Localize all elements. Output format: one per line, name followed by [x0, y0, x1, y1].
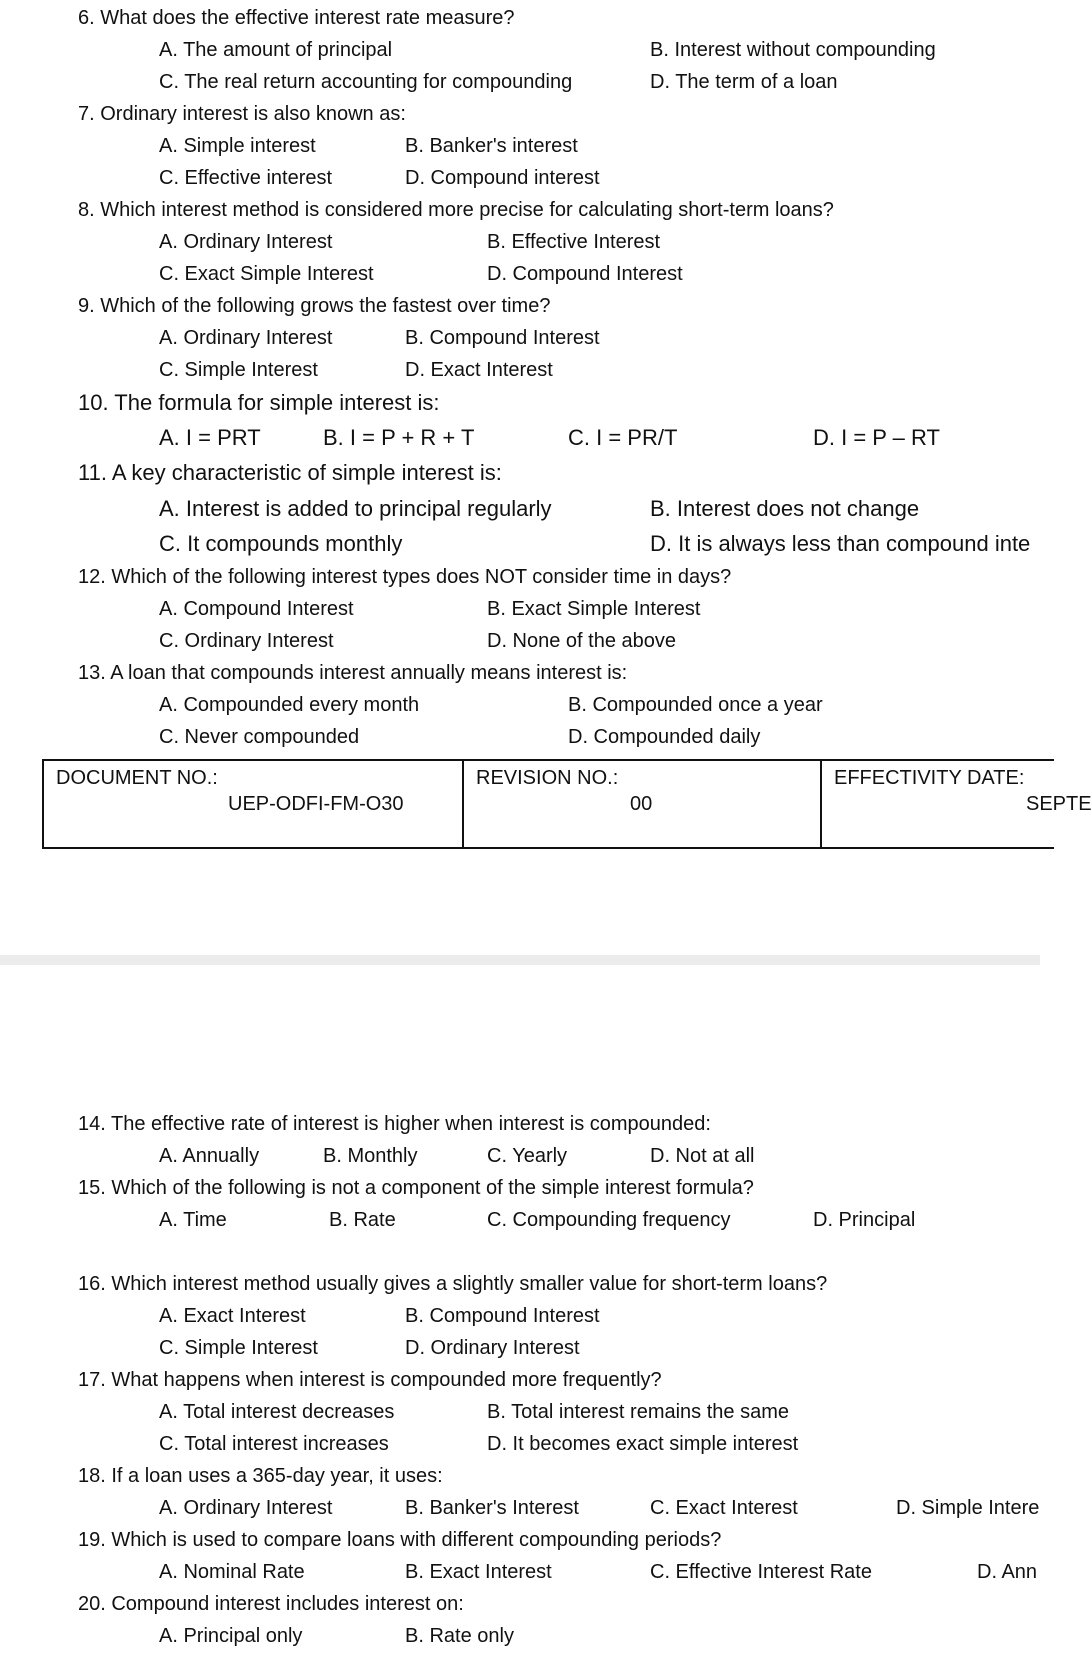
option-18d: D. Simple Intere: [896, 1497, 1040, 1519]
question-8: 8. Which interest method is considered more precise for calculating short-term loans?: [78, 199, 834, 221]
option-17b: B. Total interest remains the same: [487, 1401, 789, 1423]
document-number-cell: [44, 761, 464, 847]
option-8c: C. Exact Simple Interest: [159, 263, 374, 285]
question-9: 9. Which of the following grows the fastest over time?: [78, 295, 551, 317]
option-19c: C. Effective Interest Rate: [650, 1561, 872, 1583]
option-20b: B. Rate only: [405, 1625, 514, 1647]
document-control-table: [42, 759, 1092, 849]
option-17d: D. It becomes exact simple interest: [487, 1433, 799, 1455]
option-8a: A. Ordinary Interest: [159, 231, 333, 253]
option-8d: D. Compound Interest: [487, 263, 683, 285]
option-16d: D. Ordinary Interest: [405, 1337, 580, 1359]
effectivity-date-value: SEPTE: [1026, 793, 1092, 815]
option-7d: D. Compound interest: [405, 167, 600, 189]
option-19b: B. Exact Interest: [405, 1561, 552, 1583]
option-18b: B. Banker's Interest: [405, 1497, 579, 1519]
option-11b: B. Interest does not change: [650, 496, 920, 521]
question-13: 13. A loan that compounds interest annually means interest is:: [78, 662, 628, 684]
option-10a: A. I = PRT: [159, 425, 261, 450]
option-14a: A. Annually: [159, 1145, 260, 1167]
option-12a: A. Compound Interest: [159, 598, 354, 620]
option-16c: C. Simple Interest: [159, 1337, 318, 1359]
question-18: 18. If a loan uses a 365-day year, it uses:: [78, 1465, 443, 1487]
revision-number-label: REVISION NO.:: [476, 767, 619, 789]
option-6b: B. Interest without compounding: [650, 39, 936, 61]
option-7b: B. Banker's interest: [405, 135, 578, 157]
option-19d: D. Ann: [977, 1561, 1038, 1583]
option-14d: D. Not at all: [650, 1145, 755, 1167]
question-12: 12. Which of the following interest types does NOT consider time in days?: [78, 566, 732, 588]
option-16a: A. Exact Interest: [159, 1305, 306, 1327]
question-7: 7. Ordinary interest is also known as:: [78, 103, 406, 125]
option-10c: C. I = PR/T: [568, 425, 678, 450]
question-16: 16. Which interest method usually gives a slightly smaller value for short-term loans?: [78, 1273, 828, 1295]
option-11c: C. It compounds monthly: [159, 531, 403, 556]
option-10b: B. I = P + R + T: [323, 425, 475, 450]
option-7c: C. Effective interest: [159, 167, 333, 189]
option-9c: C. Simple Interest: [159, 359, 318, 381]
option-17a: A. Total interest decreases: [159, 1401, 395, 1423]
exam-page-2: [0, 965, 1040, 1664]
option-15c: C. Compounding frequency: [487, 1209, 731, 1231]
revision-number-value: 00: [630, 793, 653, 815]
effectivity-date-cell: [822, 761, 1092, 847]
option-8b: B. Effective Interest: [487, 231, 661, 253]
document-number-label: DOCUMENT NO.:: [56, 767, 218, 789]
option-9a: A. Ordinary Interest: [159, 327, 333, 349]
option-7a: A. Simple interest: [159, 135, 316, 157]
option-6d: D. The term of a loan: [650, 71, 838, 93]
option-20a: A. Principal only: [159, 1625, 303, 1647]
question-10: 10. The formula for simple interest is:: [78, 390, 440, 415]
option-12d: D. None of the above: [487, 630, 677, 652]
option-11a: A. Interest is added to principal regularly: [159, 496, 552, 521]
option-14c: C. Yearly: [487, 1145, 568, 1167]
option-13b: B. Compounded once a year: [568, 694, 823, 716]
question-19: 19. Which is used to compare loans with different compounding periods?: [78, 1529, 722, 1551]
question-17: 17. What happens when interest is compounded more frequently?: [78, 1369, 662, 1391]
page-separator: [0, 955, 1040, 965]
option-6a: A. The amount of principal: [159, 39, 393, 61]
option-15d: D. Principal: [813, 1209, 916, 1231]
option-13c: C. Never compounded: [159, 726, 360, 748]
option-6c: C. The real return accounting for compounding: [159, 71, 573, 93]
option-13d: D. Compounded daily: [568, 726, 761, 748]
question-14: 14. The effective rate of interest is higher when interest is compounded:: [78, 1113, 711, 1135]
option-9d: D. Exact Interest: [405, 359, 553, 381]
option-12b: B. Exact Simple Interest: [487, 598, 701, 620]
option-10d: D. I = P – RT: [813, 425, 940, 450]
option-15b: B. Rate: [329, 1209, 396, 1231]
document-number-value: UEP-ODFI-FM-O30: [228, 793, 404, 815]
option-18c: C. Exact Interest: [650, 1497, 798, 1519]
option-18a: A. Ordinary Interest: [159, 1497, 333, 1519]
question-6: 6. What does the effective interest rate measure?: [78, 7, 515, 29]
revision-number-cell: [464, 761, 822, 847]
option-17c: C. Total interest increases: [159, 1433, 389, 1455]
option-12c: C. Ordinary Interest: [159, 630, 334, 652]
option-14b: B. Monthly: [323, 1145, 418, 1167]
option-15a: A. Time: [159, 1209, 227, 1231]
option-19a: A. Nominal Rate: [159, 1561, 305, 1583]
option-11d: D. It is always less than compound inte: [650, 531, 1031, 556]
effectivity-date-label: EFFECTIVITY DATE:: [834, 767, 1025, 789]
option-9b: B. Compound Interest: [405, 327, 600, 349]
option-16b: B. Compound Interest: [405, 1305, 600, 1327]
option-13a: A. Compounded every month: [159, 694, 420, 716]
question-11: 11. A key characteristic of simple interest is:: [78, 460, 502, 485]
question-15: 15. Which of the following is not a component of the simple interest formula?: [78, 1177, 754, 1199]
question-20: 20. Compound interest includes interest on:: [78, 1593, 464, 1615]
